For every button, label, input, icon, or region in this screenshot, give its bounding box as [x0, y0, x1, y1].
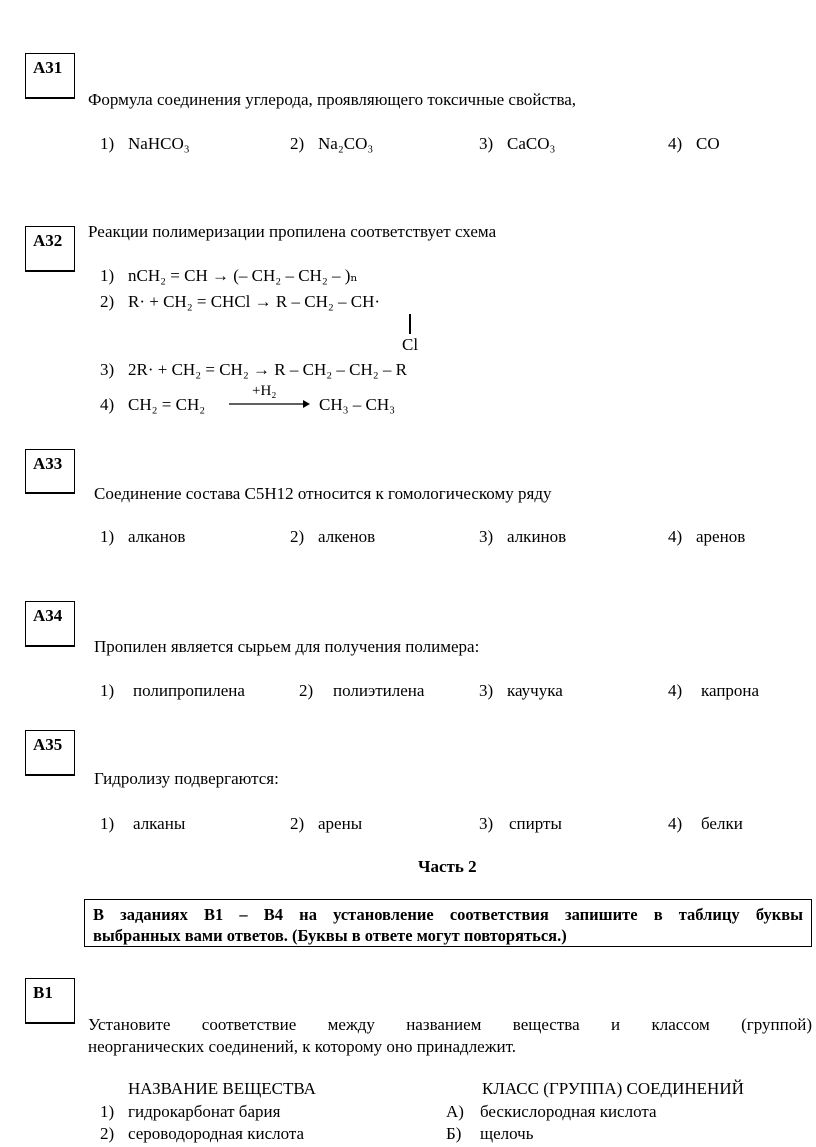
option-number: 2) — [299, 681, 314, 700]
item-text: щелочь — [480, 1124, 534, 1143]
item-number: 2) — [100, 1124, 115, 1143]
option-number: 2) — [100, 292, 115, 311]
option-a33-4 — [668, 527, 745, 547]
option-number: 1) — [100, 814, 115, 833]
option-text: арены — [318, 814, 363, 833]
option-number: 2) — [290, 134, 305, 153]
part2-title: Часть 2 — [418, 857, 477, 876]
option-a33-1 — [100, 527, 185, 547]
label-underline — [25, 645, 75, 647]
option-a35-3 — [479, 814, 562, 834]
option-a35-1 — [100, 814, 185, 834]
option-text: 2R· + CH₂ = CH₂ → R – CH₂ – CH₂ – R — [128, 360, 408, 379]
option-number: 1) — [100, 681, 115, 700]
option-number: 3) — [479, 134, 494, 153]
option-text: белки — [701, 814, 743, 833]
left-item-1 — [100, 1102, 280, 1122]
option-text: CH₂ = CH₂ — [128, 395, 206, 414]
option-text: капрона — [701, 681, 760, 700]
label-underline — [25, 1022, 75, 1024]
question-label-a34: А34 — [25, 601, 75, 645]
option-text: полиэтилена — [333, 681, 425, 700]
option-text: алканов — [128, 527, 186, 546]
item-letter: Б) — [446, 1124, 462, 1143]
label-underline — [25, 492, 75, 494]
option-a31-1 — [100, 134, 190, 154]
option-number: 3) — [100, 360, 115, 379]
option-text: алкинов — [507, 527, 567, 546]
option-text: nCH₂ = CH → (– CH₂ – CH₂ – )ₙ — [128, 266, 358, 285]
option-number: 1) — [100, 527, 115, 546]
option-text: NaHCO₃ — [128, 134, 190, 153]
option-number: 2) — [290, 814, 305, 833]
option-a31-4 — [668, 134, 720, 154]
option-number: 3) — [479, 814, 494, 833]
item-text: бескислородная кислота — [480, 1102, 657, 1121]
option-a34-3 — [479, 681, 563, 701]
left-item-2 — [100, 1124, 304, 1144]
item-letter: А) — [446, 1102, 464, 1121]
option-text: CO — [696, 134, 720, 153]
option-number: 4) — [100, 395, 115, 414]
option-a31-3 — [479, 134, 555, 154]
option-a34-2 — [299, 681, 424, 701]
option-a32-4 — [100, 395, 205, 415]
option-text: аренов — [696, 527, 746, 546]
item-text: сероводородная кислота — [128, 1124, 305, 1143]
option-a32-4-product: CH₃ – CH₃ — [319, 395, 396, 414]
option-number: 4) — [668, 527, 683, 546]
left-column-header: НАЗВАНИЕ ВЕЩЕСТВА — [128, 1079, 316, 1098]
b1-text-line-2: неорганических соединений, к которому оно принадлежит. — [88, 1037, 516, 1056]
option-text: алкенов — [318, 527, 376, 546]
item-number: 1) — [100, 1102, 115, 1121]
option-a34-1 — [100, 681, 245, 701]
option-a35-2 — [290, 814, 362, 834]
question-text-a33: Соединение состава С5Н12 относится к гомологическому ряду — [94, 484, 552, 503]
option-a32-2 — [100, 292, 380, 312]
instructions-line-1: В заданиях В1 – В4 на установление соответствия запишите в таблицу буквы — [93, 905, 803, 924]
option-text: каучука — [507, 681, 563, 700]
right-item-b — [446, 1124, 533, 1144]
option-number: 3) — [479, 527, 494, 546]
option-a33-3 — [479, 527, 566, 547]
option-number: 4) — [668, 681, 683, 700]
option-number: 3) — [479, 681, 494, 700]
question-label-a31: А31 — [25, 53, 75, 97]
option-a31-2 — [290, 134, 373, 154]
b1-text-line-1: Установите соответствие между названием вещества и классом (группой) — [88, 1015, 812, 1034]
question-label-a35: А35 — [25, 730, 75, 774]
option-a34-4 — [668, 681, 759, 701]
bond-line — [409, 314, 411, 334]
right-item-a — [446, 1102, 657, 1122]
question-text-a34: Пропилен является сырьем для получения полимера: — [94, 637, 480, 656]
label-underline — [25, 774, 75, 776]
question-text-a32: Реакции полимеризации пропилена соответствует схема — [88, 222, 497, 241]
chlorine-substituent: Cl — [402, 335, 419, 354]
option-text: полипропилена — [133, 681, 245, 700]
option-a33-2 — [290, 527, 375, 547]
question-text-a31: Формула соединения углерода, проявляющего токсичные свойства, — [88, 90, 577, 109]
option-number: 1) — [100, 134, 115, 153]
instructions-box — [84, 899, 812, 947]
label-underline — [25, 270, 75, 272]
option-text: Na₂CO₃ — [318, 134, 374, 153]
item-text: гидрокарбонат бария — [128, 1102, 281, 1121]
option-text: алканы — [133, 814, 186, 833]
option-text: спирты — [509, 814, 562, 833]
option-number: 2) — [290, 527, 305, 546]
option-text: R· + CH₂ = CHCl → R – CH₂ – CH· — [128, 292, 381, 311]
option-a35-4 — [668, 814, 743, 834]
question-label-b1: В1 — [25, 978, 75, 1022]
arrow-condition: +H₂ — [252, 383, 277, 399]
reaction-arrow-icon — [229, 398, 311, 410]
option-a32-1 — [100, 266, 358, 286]
option-number: 4) — [668, 814, 683, 833]
instructions-line-2: выбранных вами ответов. (Буквы в ответе могут повторяться.) — [93, 926, 567, 945]
question-label-a32: А32 — [25, 226, 75, 270]
option-number: 4) — [668, 134, 683, 153]
label-underline — [25, 97, 75, 99]
question-text-a35: Гидролизу подвергаются: — [94, 769, 279, 788]
right-column-header: КЛАСС (ГРУППА) СОЕДИНЕНИЙ — [482, 1079, 744, 1098]
option-number: 1) — [100, 266, 115, 285]
option-text: CaCO₃ — [507, 134, 556, 153]
option-a32-3 — [100, 360, 407, 380]
question-label-a33: А33 — [25, 449, 75, 493]
